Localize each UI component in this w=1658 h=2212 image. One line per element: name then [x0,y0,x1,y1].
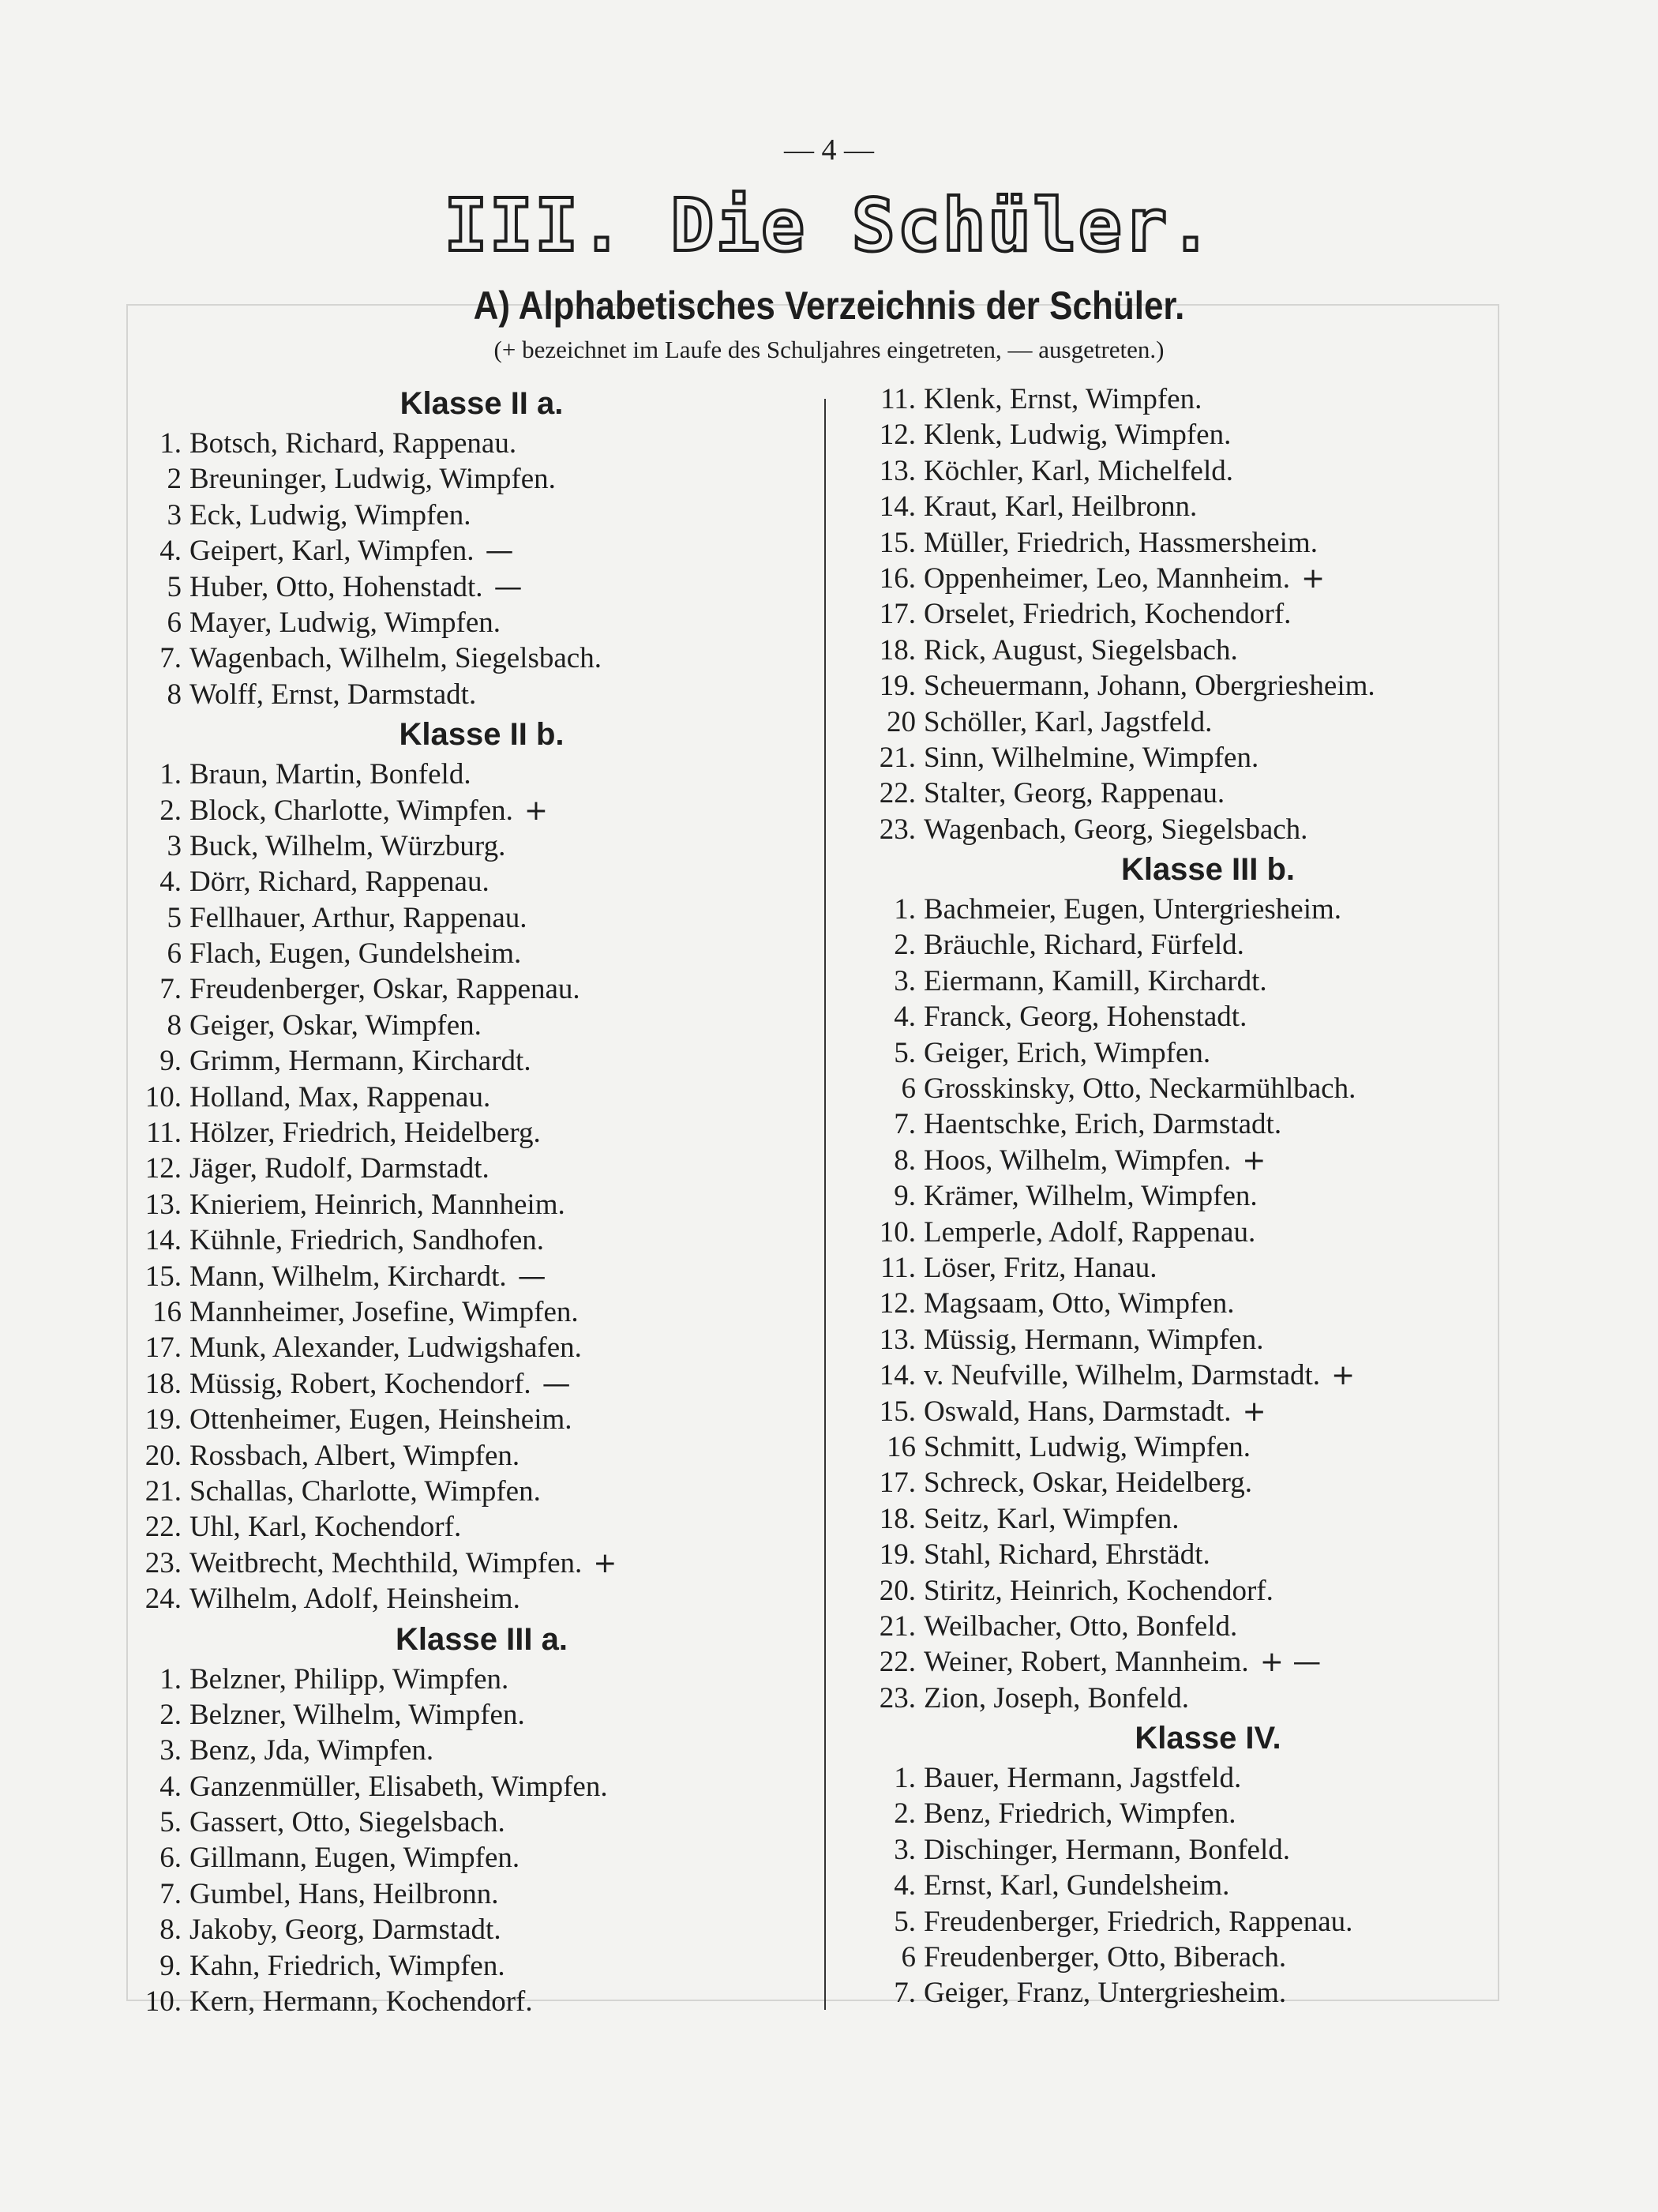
entry-status-mark: + [1242,1395,1266,1428]
entry-number: 21. [144,1474,182,1508]
student-entry [853,525,1563,561]
student-entry [853,381,1563,417]
entry-number: 22. [879,1646,916,1679]
student-name-place: Krämer, Wilhelm, Wimpfen. [924,1180,1258,1213]
entry-number: 1. [159,427,182,460]
student-entry [853,1940,1563,1975]
student-entry [853,1868,1563,1903]
student-name-place: Geiger, Oskar, Wimpfen. [189,1008,482,1042]
entry-number: 9. [159,1949,182,1982]
entry-number: 10. [144,1080,182,1114]
student-entry [118,1474,813,1509]
entry-number: 4. [159,535,182,568]
entry-status-mark: + [1331,1359,1356,1392]
entry-number: 6 [901,1072,916,1106]
student-entry [853,1904,1563,1940]
entry-number: 4. [159,866,182,899]
student-name-place: Müller, Friedrich, Hassmersheim. [924,526,1318,559]
student-entry [118,1294,813,1330]
entry-number: 2 [167,463,182,496]
entry-number: 23. [879,813,916,846]
student-name-place: Klenk, Ernst, Wimpfen. [924,383,1202,415]
student-name-place: Buck, Wilhelm, Würzburg. [189,829,506,862]
student-entry [118,1151,813,1186]
student-entry [118,1840,813,1876]
student-entry [853,1537,1563,1572]
student-entry [853,1250,1563,1286]
student-name-place: Bauer, Hermann, Jagstfeld. [924,1762,1242,1795]
student-entry [853,927,1563,963]
class-heading: Klasse III b. [1120,852,1296,888]
student-name-place: Wolff, Ernst, Darmstadt. [189,678,477,711]
student-entry [853,668,1563,704]
student-name-place: Benz, Jda, Wimpfen. [189,1734,434,1767]
student-entry [118,640,813,676]
student-entry [118,864,813,899]
student-name-place: Schöller, Karl, Jagstfeld. [924,705,1213,738]
student-name-place: Ernst, Karl, Gundelsheim. [924,1869,1230,1902]
student-name-place: Schreck, Oskar, Heidelberg. [924,1467,1252,1500]
student-name-place: Magsaam, Otto, Wimpfen. [924,1287,1235,1320]
entry-number: 11. [146,1117,182,1150]
student-name-place: Mayer, Ludwig, Wimpfen. [189,606,501,639]
student-column-left [118,381,813,2019]
student-name-place: Müssig, Hermann, Wimpfen. [924,1323,1264,1356]
student-name-place: Munk, Alexander, Ludwigshafen. [189,1331,582,1365]
entry-number: 19. [879,670,916,703]
entry-number: 11. [880,1251,916,1284]
entry-number: 3. [159,1734,182,1767]
student-name-place: Weitbrecht, Mechthild, Wimpfen. [189,1546,583,1579]
student-entry [853,1358,1563,1393]
student-name-place: Kern, Hermann, Kochendorf. [189,1985,533,2019]
student-entry [118,1912,813,1947]
student-name-place: Seitz, Karl, Wimpfen. [924,1502,1180,1535]
entry-number: 23. [879,1681,916,1714]
student-name-place: Mann, Wilhelm, Kirchardt. [189,1260,507,1293]
student-name-place: Köchler, Karl, Michelfeld. [924,454,1234,487]
entry-number: 19. [144,1403,182,1436]
student-name-place: Schmitt, Ludwig, Wimpfen. [924,1430,1251,1463]
student-entry [118,1805,813,1840]
student-entry [118,1366,813,1402]
student-entry [118,533,813,569]
student-entry [118,1008,813,1043]
student-entry [118,971,813,1007]
student-entry [853,999,1563,1035]
student-name-place: Dörr, Richard, Rappenau. [189,866,490,899]
entry-number: 19. [879,1538,916,1572]
student-entry [853,812,1563,847]
entry-number: 17. [144,1331,182,1365]
entry-number: 15. [144,1260,182,1293]
entry-number: 17. [879,598,916,631]
entry-number: 18. [879,633,916,667]
student-name-place: Wilhelm, Adolf, Heinsheim. [189,1583,520,1616]
entry-number: 3. [894,1833,916,1866]
student-name-place: Freudenberger, Friedrich, Rappenau. [924,1905,1353,1938]
student-name-place: Mannheimer, Josefine, Wimpfen. [189,1295,579,1328]
student-entry [118,1330,813,1365]
entry-number: 6 [167,606,182,639]
student-entry [118,1545,813,1581]
student-name-place: Geipert, Karl, Wimpfen. [189,535,475,568]
entry-number: 5. [894,1036,916,1069]
column-divider [824,399,826,2010]
entry-number: 18. [144,1367,182,1400]
class-heading: Klasse IV. [1135,1721,1281,1756]
student-entry [118,1733,813,1768]
student-entry [853,1215,1563,1250]
entry-number: 22. [144,1511,182,1544]
entry-number: 8 [167,1008,182,1042]
entry-status-mark: + [1242,1144,1266,1177]
class-heading: Klasse II b. [399,717,565,753]
student-entry [853,596,1563,632]
entry-number: 2. [894,1797,916,1831]
student-name-place: Belzner, Wilhelm, Wimpfen. [189,1698,525,1731]
student-name-place: Knieriem, Heinrich, Mannheim. [189,1188,565,1221]
student-entry [853,1609,1563,1644]
student-name-place: Uhl, Karl, Kochendorf. [189,1511,462,1544]
student-name-place: Breuninger, Ludwig, Wimpfen. [189,463,556,496]
student-entry [118,461,813,497]
entry-number: 1. [159,758,182,791]
student-entry [853,1286,1563,1321]
entry-number: 5. [894,1905,916,1938]
student-name-place: Klenk, Ludwig, Wimpfen. [924,419,1232,452]
legend-note: (+ bezeichnet im Laufe des Schuljahres eingetreten, — ausgetreten.) [493,336,1165,363]
student-column-right [853,381,1563,2011]
student-entry [118,936,813,971]
student-name-place: Lemperle, Adolf, Rappenau. [924,1215,1256,1249]
student-entry [853,1644,1563,1680]
entry-number: 8. [159,1913,182,1947]
student-name-place: Benz, Friedrich, Wimpfen. [924,1797,1236,1831]
student-entry [118,757,813,792]
student-entry [118,426,813,461]
entry-number: 12. [879,1287,916,1320]
student-name-place: Oppenheimer, Leo, Mannheim. [924,561,1290,595]
student-name-place: Fellhauer, Arthur, Rappenau. [189,901,527,934]
student-name-place: Hölzer, Friedrich, Heidelberg. [189,1117,541,1150]
student-name-place: Belzner, Philipp, Wimpfen. [189,1662,509,1696]
student-entry [853,1501,1563,1537]
student-name-place: Eck, Ludwig, Wimpfen. [189,498,471,531]
student-name-place: Wagenbach, Wilhelm, Siegelsbach. [189,642,602,675]
student-entry [853,1429,1563,1465]
entry-status-mark: — [493,570,523,603]
entry-number: 15. [879,1395,916,1428]
student-entry [853,1143,1563,1178]
entry-number: 9. [159,1045,182,1078]
entry-number: 16 [152,1295,182,1328]
student-entry [853,453,1563,489]
student-entry [118,1080,813,1115]
student-entry [853,704,1563,740]
student-name-place: Oswald, Hans, Darmstadt. [924,1395,1232,1428]
student-name-place: Müssig, Robert, Kochendorf. [189,1367,531,1400]
student-name-place: Scheuermann, Johann, Obergriesheim. [924,670,1375,703]
student-entry [853,740,1563,776]
entry-number: 20. [879,1574,916,1607]
entry-number: 13. [879,1323,916,1356]
entry-number: 4. [894,1001,916,1034]
student-name-place: Franck, Georg, Hohenstadt. [924,1001,1247,1034]
entry-status-mark: — [485,535,514,568]
student-name-place: Dischinger, Hermann, Bonfeld. [924,1833,1290,1866]
student-name-place: Zion, Joseph, Bonfeld. [924,1681,1190,1714]
page-number: — 4 — [784,133,874,167]
student-name-place: Löser, Fritz, Hanau. [924,1251,1157,1284]
entry-number: 7. [894,1977,916,2010]
student-name-place: Gumbel, Hans, Heilbronn. [189,1877,499,1910]
entry-number: 2. [159,1698,182,1731]
student-entry [853,963,1563,999]
student-entry [853,1832,1563,1868]
student-name-place: Stalter, Georg, Rappenau. [924,777,1225,810]
entry-number: 1. [894,1762,916,1795]
entry-status-mark: + [1300,561,1326,595]
student-entry [118,1662,813,1697]
entry-number: 2. [894,929,916,962]
student-name-place: Ottenheimer, Eugen, Heinsheim. [189,1403,572,1436]
entry-number: 3 [167,498,182,531]
student-entry [118,1259,813,1294]
student-name-place: Weiner, Robert, Mannheim. [924,1646,1249,1679]
student-name-place: Huber, Otto, Hohenstadt. [189,570,483,603]
student-name-place: Gillmann, Eugen, Wimpfen. [189,1842,520,1875]
student-name-place: Wagenbach, Georg, Siegelsbach. [924,813,1308,846]
student-name-place: Stiritz, Heinrich, Kochendorf. [924,1574,1274,1607]
entry-number: 6 [901,1941,916,1974]
class-heading: Klasse III a. [396,1621,568,1657]
student-entry [853,776,1563,811]
entry-number: 2. [159,794,182,827]
entry-number: 13. [879,454,916,487]
entry-number: 14. [879,1359,916,1392]
student-name-place: Block, Charlotte, Wimpfen. [189,794,513,827]
student-entry [853,1681,1563,1716]
entry-number: 14. [879,490,916,524]
student-entry [118,677,813,712]
student-entry [118,1948,813,1984]
student-name-place: Braun, Martin, Bonfeld. [189,758,471,791]
entry-number: 4. [894,1869,916,1902]
entry-number: 7. [159,642,182,675]
student-name-place: Gassert, Otto, Siegelsbach. [189,1806,505,1839]
entry-number: 5 [167,570,182,603]
student-name-place: Jakoby, Georg, Darmstadt. [189,1913,501,1947]
entry-number: 20 [887,705,916,738]
student-entry [853,633,1563,668]
student-entry [118,1876,813,1912]
entry-status-mark: — [517,1260,546,1293]
entry-status-mark: + [593,1546,617,1579]
entry-number: 8. [894,1144,916,1177]
student-entry [118,1438,813,1474]
entry-number: 11. [880,383,916,415]
student-entry [853,561,1563,596]
entry-number: 4. [159,1770,182,1803]
student-entry [853,1322,1563,1358]
student-entry [118,1115,813,1151]
student-name-place: Botsch, Richard, Rappenau. [189,427,517,460]
student-entry [118,1187,813,1222]
entry-number: 1. [894,893,916,926]
student-name-place: Rossbach, Albert, Wimpfen. [189,1439,520,1472]
student-entry [118,1769,813,1805]
entry-number: 10. [144,1985,182,2019]
entry-number: 7. [159,973,182,1006]
entry-number: 6 [167,937,182,971]
student-name-place: Kraut, Karl, Heilbronn. [924,490,1198,524]
page-title: III. Die Schüler. [444,183,1214,268]
entry-number: 7. [159,1877,182,1910]
entry-status-mark: + — [1259,1646,1322,1679]
student-entry [853,1573,1563,1609]
student-entry [853,1178,1563,1214]
student-name-place: Sinn, Wilhelmine, Wimpfen. [924,741,1259,774]
entry-number: 12. [144,1152,182,1185]
student-entry [118,1222,813,1258]
entry-number: 22. [879,777,916,810]
entry-number: 1. [159,1662,182,1696]
student-entry [853,892,1563,927]
entry-number: 6. [159,1842,182,1875]
student-entry [118,1509,813,1545]
student-name-place: Weilbacher, Otto, Bonfeld. [924,1609,1238,1643]
entry-number: 20. [144,1439,182,1472]
student-name-place: Geiger, Erich, Wimpfen. [924,1036,1211,1069]
student-name-place: Haentschke, Erich, Darmstadt. [924,1108,1282,1141]
entry-number: 15. [879,526,916,559]
entry-status-mark: + [523,794,549,827]
student-entry [853,417,1563,453]
entry-number: 18. [879,1502,916,1535]
student-entry [853,1975,1563,2011]
entry-number: 16. [879,561,916,595]
entry-number: 13. [144,1188,182,1221]
student-name-place: Freudenberger, Oskar, Rappenau. [189,973,580,1006]
student-entry [118,1402,813,1437]
student-name-place: Kahn, Friedrich, Wimpfen. [189,1949,505,1982]
entry-number: 7. [894,1108,916,1141]
student-entry [853,1035,1563,1071]
entry-number: 21. [879,741,916,774]
student-name-place: Freudenberger, Otto, Biberach. [924,1941,1287,1974]
entry-number: 9. [894,1180,916,1213]
student-name-place: Rick, August, Siegelsbach. [924,633,1238,667]
entry-number: 5 [167,901,182,934]
student-name-place: Holland, Max, Rappenau. [189,1080,491,1114]
entry-status-mark: — [542,1367,571,1400]
student-name-place: Orselet, Friedrich, Kochendorf. [924,598,1292,631]
student-entry [118,569,813,605]
student-name-place: Eiermann, Kamill, Kirchardt. [924,964,1267,997]
student-name-place: Stahl, Richard, Ehrstädt. [924,1538,1210,1572]
student-entry [118,605,813,640]
student-name-place: Bräuchle, Richard, Fürfeld. [924,929,1244,962]
entry-number: 8 [167,678,182,711]
student-name-place: Jäger, Rudolf, Darmstadt. [189,1152,490,1185]
student-name-place: v. Neufville, Wilhelm, Darmstadt. [924,1359,1321,1392]
entry-number: 3. [894,964,916,997]
entry-number: 14. [144,1224,182,1257]
student-entry [853,1071,1563,1106]
entry-number: 16 [887,1430,916,1463]
section-subtitle: A) Alphabetisches Verzeichnis der Schüler. [473,284,1185,328]
student-entry [853,1106,1563,1142]
student-entry [118,793,813,828]
student-name-place: Ganzenmüller, Elisabeth, Wimpfen. [189,1770,608,1803]
entry-number: 3 [167,829,182,862]
student-name-place: Hoos, Wilhelm, Wimpfen. [924,1144,1232,1177]
student-entry [118,1581,813,1617]
student-name-place: Flach, Eugen, Gundelsheim. [189,937,522,971]
student-name-place: Bachmeier, Eugen, Untergriesheim. [924,893,1342,926]
entry-number: 5. [159,1806,182,1839]
student-entry [118,1043,813,1079]
student-name-place: Grosskinsky, Otto, Neckarmühlbach. [924,1072,1356,1106]
entry-number: 17. [879,1467,916,1500]
student-entry [853,1394,1563,1429]
student-name-place: Schallas, Charlotte, Wimpfen. [189,1474,541,1508]
student-entry [118,1984,813,2019]
student-name-place: Geiger, Franz, Untergriesheim. [924,1977,1287,2010]
student-name-place: Kühnle, Friedrich, Sandhofen. [189,1224,545,1257]
entry-number: 10. [879,1215,916,1249]
student-entry [118,828,813,864]
student-entry [853,1465,1563,1500]
student-entry [118,900,813,936]
class-heading: Klasse II a. [399,386,564,421]
entry-number: 12. [879,419,916,452]
student-entry [118,1697,813,1733]
student-entry [118,498,813,533]
entry-number: 23. [144,1546,182,1579]
student-entry [853,489,1563,524]
student-entry [853,1760,1563,1796]
entry-number: 21. [879,1609,916,1643]
student-name-place: Grimm, Hermann, Kirchardt. [189,1045,531,1078]
student-entry [853,1796,1563,1831]
entry-number: 24. [144,1583,182,1616]
